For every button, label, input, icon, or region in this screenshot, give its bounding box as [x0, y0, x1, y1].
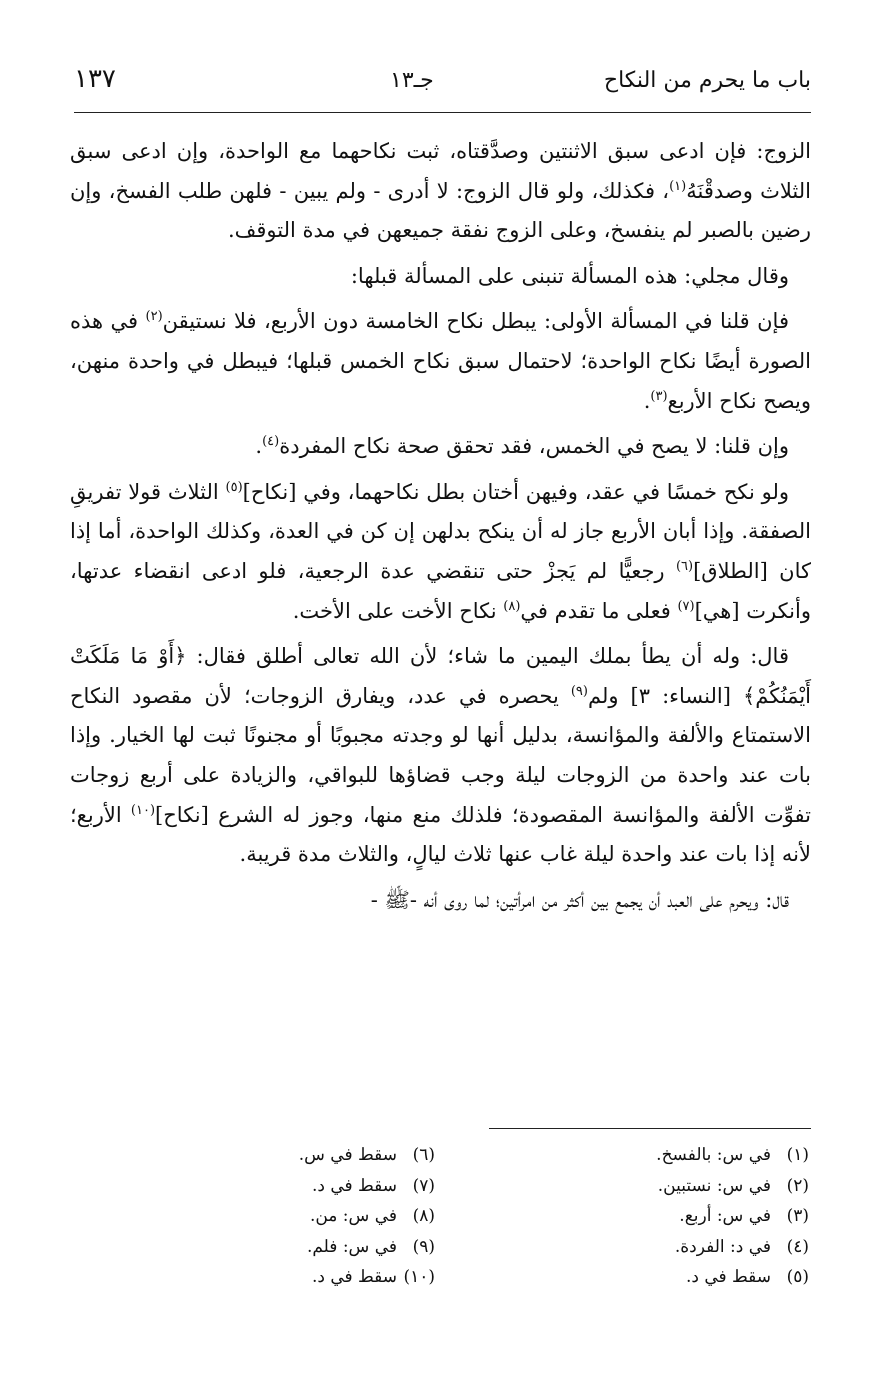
paragraph [70, 257, 811, 297]
footnote-text: في س: من. [309, 1206, 397, 1226]
paragraph [70, 132, 811, 251]
footnote [135, 1232, 435, 1263]
text-run: يحصره في عدد، ويفارق الزوجات؛ لأن مقصود النكاح الاستمتاع والألفة والمؤانسة، بدليل أنها لو وجدته مجبوبًا أو مجنونًا ثبت لها الخيار. وإذا بات عند واحدة من الزوجات ليلة وجب قضاؤها للبواقي، والزيادة على أربع زوجات تفوِّت الألفة والمؤانسة المقصودة؛ فلذلك منع منها، وجوز له الشرع [نكاح] [70, 683, 811, 827]
text-run: الزوج: فإن ادعى سبق الاثنتين وصدَّقتاه، ثبت نكاحهما مع الواحدة، وإن ادعى سبق الثلاث وصدقْنَهُ [70, 139, 811, 203]
header-divider [74, 112, 811, 113]
text-run: في هذه الصورة أيضًا نكاح الواحدة؛ لاحتمال سبق نكاح الخمس قبلها؛ فيبطل في واحدة منهن، ويصح نكاح الأربع [70, 309, 811, 413]
footnote-number: (٦) [412, 1145, 435, 1165]
footnote-number: (١٠) [403, 1267, 435, 1287]
text-run: الأربع؛ لأنه إذا بات عند واحدة ليلة غاب عنها ثلاث ليالٍ، والثلاث مدة قريبة. [70, 802, 811, 867]
text-run: . [643, 388, 651, 413]
footnote-marker: (٤) [262, 434, 280, 450]
footnote-text: سقط في د. [311, 1175, 397, 1196]
paragraph [70, 637, 811, 875]
paragraph [70, 302, 811, 421]
footnote [135, 1171, 435, 1202]
footnote [135, 1201, 435, 1232]
text-run: ، فكذلك، ولو قال الزوج: لا أدرى - ولم يبين - فلهن طلب الفسخ، وإن رضين بالصبر لم ينفسخ، وعلى الزوج نفقة جميعهن في مدة التوقف. [70, 178, 811, 243]
footnote-marker: (٦) [675, 558, 694, 574]
footnote-number: (٨) [412, 1206, 435, 1226]
footnote [509, 1171, 809, 1202]
footnote [135, 1140, 435, 1171]
footnote-marker: (٢) [145, 309, 163, 325]
footnote-number: (١) [786, 1145, 809, 1165]
footnote-divider [489, 1128, 811, 1129]
text-run: فعلى ما تقدم في [520, 598, 678, 623]
footnote-marker: (٨) [503, 598, 521, 614]
paragraph [70, 473, 811, 631]
footnote-number: (٣) [786, 1206, 809, 1226]
footnote-number: (٥) [786, 1267, 809, 1287]
footnote [509, 1201, 809, 1232]
footnote-text: في س: فلم. [306, 1236, 397, 1257]
paragraph [70, 881, 811, 921]
text-run: ولو نكح خمسًا في عقد، وفيهن أختان بطل نكاحهما، وفي [نكاح] [242, 479, 789, 504]
volume-label: جـ١٣ [390, 68, 434, 93]
text-run: وإن قلنا: لا يصح في الخمس، فقد تحقق صحة نكاح المفردة [279, 434, 789, 459]
main-text [70, 132, 811, 926]
footnote-text: في س: بالفسخ. [656, 1145, 771, 1165]
footnote-marker: (٥) [225, 479, 243, 495]
footnote [509, 1140, 809, 1171]
footnote-number: (٢) [786, 1175, 809, 1196]
footnote-number: (٧) [412, 1175, 435, 1196]
text-run: الثلاث قولا تفريقِ الصفقة. وإذا أبان الأربع جاز له أن ينكح بدلهن إن كن في العدة، وكذلك الواحدة، أما إذا كان [الطلاق] [70, 479, 811, 583]
footnote-marker: (١) [669, 178, 687, 194]
text-run: فإن قلنا في المسألة الأولى: يبطل نكاح الخامسة دون الأربع، فلا نستيقن [162, 309, 789, 334]
footnote [509, 1262, 809, 1293]
footnote-marker: (٣) [650, 388, 668, 404]
footnote-number: (٩) [412, 1236, 435, 1257]
chapter-title: باب ما يحرم من النكاح [603, 68, 811, 93]
footnote-text: في س: نستبين. [657, 1175, 771, 1196]
footnotes [70, 1140, 811, 1300]
text-run: نكاح الأخت على الأخت. [292, 598, 504, 623]
footnote-text: سقط في د. [311, 1267, 397, 1287]
footnote [509, 1232, 809, 1263]
paragraph [70, 427, 811, 467]
footnote-marker: (١٠) [130, 802, 156, 818]
footnote-column [135, 1140, 435, 1293]
text-run: قال: وله أن يطأ بملك اليمين ما شاء؛ لأن الله تعالى أطلق فقال: ﴿أَوْ مَا مَلَكَتْ أَيْمَنُكُمْ﴾ [النساء: ٣] ولم [70, 644, 812, 708]
footnote-text: في س: أربع. [679, 1206, 771, 1226]
footnote-marker: (٩) [570, 683, 588, 699]
running-header [70, 62, 811, 102]
footnote-text: سقط في س. [298, 1145, 397, 1165]
text-run: قال: ويحرم على العبد أن يجمع بين أكثر من امرأتين؛ لما روى أنه -ﷺ - [370, 887, 789, 912]
footnote-text: في د: الفردة. [674, 1236, 771, 1257]
footnote-text: سقط في د. [685, 1267, 771, 1287]
footnote-column [509, 1140, 809, 1293]
text-run: . [255, 434, 263, 459]
footnote [135, 1262, 435, 1293]
footnote-marker: (٧) [677, 598, 695, 614]
footnote-number: (٤) [786, 1236, 809, 1257]
text-run: وقال مجلي: هذه المسألة تنبنى على المسألة قبلها: [350, 263, 789, 288]
page-number: ١٣٧ [74, 64, 116, 94]
text-run: رجعيًّا لم يَجزْ حتى تنقضي عدة الرجعية، فلو ادعى انقضاء عدتها، وأنكرت [هي] [70, 558, 811, 623]
